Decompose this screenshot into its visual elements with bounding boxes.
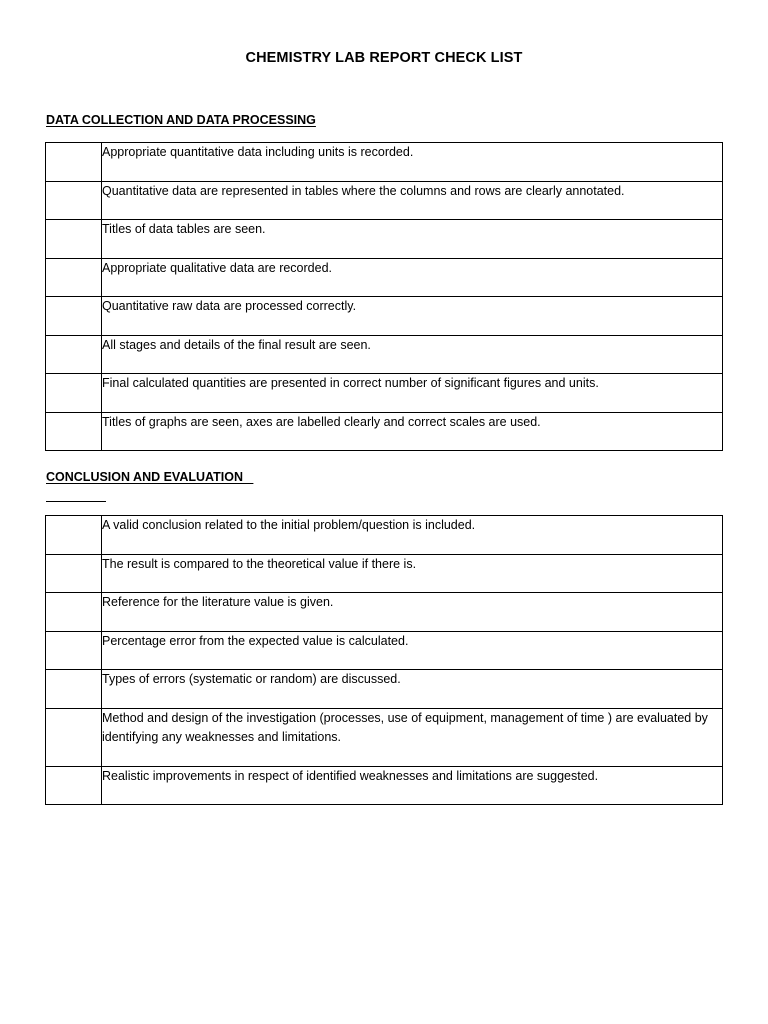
document-title: CHEMISTRY LAB REPORT CHECK LIST [245, 50, 523, 66]
checklist-row [46, 593, 723, 632]
checklist-item-text: Reference for the literature value is given. [102, 593, 723, 632]
checklist-item-text: Titles of data tables are seen. [102, 220, 723, 259]
checklist-row [46, 258, 723, 297]
checklist-row [46, 143, 723, 182]
checklist-row [46, 766, 723, 805]
checklist-row [46, 516, 723, 555]
checklist-row [46, 708, 723, 766]
checkbox-cell[interactable] [46, 516, 102, 555]
checklist-item-text: Final calculated quantities are presented in correct number of significant figures and units. [102, 374, 723, 413]
checkbox-cell[interactable] [46, 335, 102, 374]
checklist-row [46, 631, 723, 670]
section-heading-data-collection: DATA COLLECTION AND DATA PROCESSING [46, 113, 316, 127]
checklist-row [46, 297, 723, 336]
checklist-row [46, 374, 723, 413]
checklist-row [46, 220, 723, 259]
checklist-item-text: The result is compared to the theoretical value if there is. [102, 554, 723, 593]
checkbox-cell[interactable] [46, 374, 102, 413]
checklist-table-conclusion [45, 515, 723, 805]
checkbox-cell[interactable] [46, 297, 102, 336]
checkbox-cell[interactable] [46, 593, 102, 632]
checkbox-cell[interactable] [46, 412, 102, 451]
checklist-item-text: Appropriate quantitative data including units is recorded. [102, 143, 723, 182]
checklist-row [46, 554, 723, 593]
checklist-item-text: Method and design of the investigation (processes, use of equipment, management of time ) are evaluated by identifying any weaknesses and limitations. [102, 708, 723, 766]
checklist-item-text: Percentage error from the expected value is calculated. [102, 631, 723, 670]
checklist-row [46, 181, 723, 220]
checklist-item-text: Quantitative data are represented in tables where the columns and rows are clearly annotated. [102, 181, 723, 220]
checkbox-cell[interactable] [46, 631, 102, 670]
divider-line [46, 501, 106, 502]
checkbox-cell[interactable] [46, 181, 102, 220]
checkbox-cell[interactable] [46, 554, 102, 593]
checkbox-cell[interactable] [46, 220, 102, 259]
checklist-item-text: Realistic improvements in respect of identified weaknesses and limitations are suggested. [102, 766, 723, 805]
checkbox-cell[interactable] [46, 670, 102, 709]
checkbox-cell[interactable] [46, 708, 102, 766]
section-heading-conclusion: CONCLUSION AND EVALUATION [46, 470, 254, 484]
checklist-item-text: Types of errors (systematic or random) are discussed. [102, 670, 723, 709]
checklist-item-text: All stages and details of the final result are seen. [102, 335, 723, 374]
checkbox-cell[interactable] [46, 143, 102, 182]
checklist-row [46, 670, 723, 709]
checklist-table-data-collection [45, 142, 723, 451]
checklist-item-text: A valid conclusion related to the initial problem/question is included. [102, 516, 723, 555]
checkbox-cell[interactable] [46, 258, 102, 297]
checklist-item-text: Quantitative raw data are processed correctly. [102, 297, 723, 336]
checklist-item-text: Appropriate qualitative data are recorded. [102, 258, 723, 297]
checklist-row [46, 335, 723, 374]
checklist-row [46, 412, 723, 451]
checkbox-cell[interactable] [46, 766, 102, 805]
checklist-item-text: Titles of graphs are seen, axes are labelled clearly and correct scales are used. [102, 412, 723, 451]
